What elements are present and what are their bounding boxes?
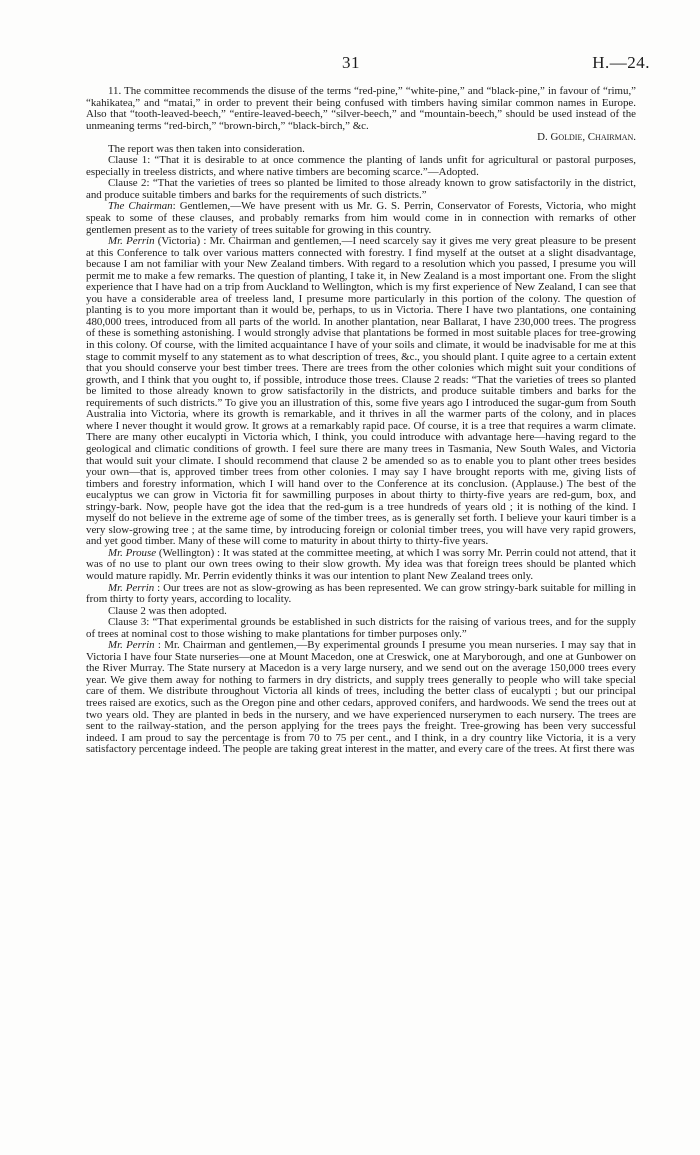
page-number: 31 — [342, 53, 360, 72]
proceedings-paragraph: The report was then taken into consideration. — [108, 142, 305, 155]
speaker-name: Mr. Perrin — [108, 639, 155, 652]
proceedings-paragraph: Clause 1: “That it is desirable to at once commence the planting of lands unfit for agricultural or pastoral purposes, especially in treeless districts, and where native timbers are becoming scarce.”—Adopted. — [86, 154, 636, 178]
document-reference: H.—24. — [592, 53, 650, 72]
chairman-signature-text: D. Goldie, Chairman. — [537, 131, 636, 144]
proceedings-paragraph: Clause 2 was then adopted. — [108, 604, 227, 617]
proceedings-paragraph: Mr. Perrin (Victoria) : Mr. Chairman and gentlemen,—I need scarcely say it gives me very great pleasure to be present at this Conference to talk over various matters connected with forestry. I find myself at the outset at a slight disadvantage, because I am not familiar with your New Zealand timbers. With regard to a resolution which you passed, I presume you will permit me to make a few remarks. The question of planting, I take it, in New Zealand is a most important one. From the slight experience that I have had on a trip from Auckland to Wellington, which is my first experience of New Zealand, I can see that you have a considerable area of treeless land, I presume more particularly in this portion of the colony. The question of planting is to you more important than it would be, perhaps, to us in Victoria. There I have two plantations, one containing 480,000 trees, introduced from all parts of the world. In another plantation, near Ballarat, I have 230,000 trees. The progress of these is something astonishing. I would strongly advise that plantations be formed in most suitable places for tree-growing in this colony. Of course, with the limited acquaintance I have of your soils and climate, it would be inadvisable for me at this stage to commit myself to any statement as to what description of trees, &c., you should plant. I quite agree to a certain extent that you should conserve your best timber trees. There are trees from the other colonies which might suit your conditions of growth, and I think that you ought to, if possible, introduce those trees. Clause 2 reads: “That the varieties of trees so planted be limited to those already known to grow satisfactorily in the districts, and produce suitable timbers and barks for the requirements of such districts.” To give you an illustration of this, some five years ago I introduced the sugar-gum from South Australia into Victoria, where its growth is remarkable, and it thrives in all the warmer parts of the colony, and in places where I never thought it would grow. It grows at a remarkably rapid pace. Of course, it is a tree that requires a warm climate. There are many other eucalypti in Victoria which, I think, you could introduce with advantage here—having regard to the geological and climatic conditions of growth. I feel sure there are many trees in Tasmania, New South Wales, and Victoria that would suit your climate. I should recommend that clause 2 be amended so as to enable you to plant other trees besides your own—that is, approved timber trees from other colonies. I may say I have brought reports with me, giving lists of timbers and forestry information, which I will hand over to the Conference at its conclusion. (Applause.) The best of the eucalyptus we can grow in Victoria fit for sawmilling purposes in about thirty to thirty-five years are red-gum, box, and stringy-bark. Now, people have got the idea that the red-gum is a tree hundreds of years old ; it is nothing of the kind. I myself do not believe in the extreme age of some of the timber trees, as is generally set forth. I believe your kauri timber is a very slow-growing tree ; at the same time, by introducing foreign or colonial timber trees, you will have very rapid growers, and yet good timber. Many of these will come to maturity in about thirty to thirty-five years. — [86, 235, 637, 548]
speaker-name: The Chairman — [108, 200, 173, 213]
proceedings-paragraph: Mr. Prouse (Wellington) : It was stated at the committee meeting, at which I was sorry Mr. Perrin could not attend, that it was of no use to plant our own trees owing to their slow growth. My idea was that foreign trees should be planted which would mature rapidly. Mr. Perrin evidently thinks it was our intention to plant New Zealand trees only. — [86, 546, 636, 582]
speaker-name: Mr. Perrin — [108, 235, 155, 248]
proceedings-paragraph: Clause 3: “That experimental grounds be established in such districts for the raising of various trees, and for the supply of trees at nominal cost to those wishing to make plantations for timber purposes only.” — [86, 616, 636, 640]
proceedings-paragraph: Mr. Perrin : Our trees are not as slow-growing as has been represented. We can grow stringy-bark suitable for milling in from thirty to forty years, according to locality. — [86, 581, 636, 606]
proceedings-paragraph: Mr. Perrin : Mr. Chairman and gentlemen,—By experimental grounds I presume you mean nurseries. I may say that in Victoria I have four State nurseries—one at Mount Macedon, one at Creswick, one at Maryborough, and one at Gunbower on the River Murray. The State nursery at Macedon is a very large nursery, and we send out on the average 150,000 trees every year. We give them away for nothing to farmers in dry districts, and supply trees generally to people who will take special care of them. We distribute throughout Victoria all kinds of trees, including the better class of eucalypti ; but our principal trees raised are exotics, such as the Oregon pine and other cedars, approved conifers, and hardwoods. We send the trees out at two years old. They are planted in beds in the nursery, and we have experienced nurserymen to each nursery. The trees are sent to the railway-station, and the person applying for the trees pays the freight. Tree-growing has been very successful indeed. I am proud to say the percentage is from 70 to 75 per cent., and I think, in a dry country like Victoria, it is a very satisfactory percentage indeed. The people are taking great interest in the matter, and every care of the trees. At first there was — [86, 639, 636, 756]
speaker-name: Mr. Prouse — [108, 546, 157, 559]
report-clause-11: 11. The committee recommends the disuse of the terms “red-pine,” “white-pine,” and “black-pine,” in favour of “rimu,” “kahikatea,” and “matai,” in order to prevent their being confused with timbers having similar common names in Europe. Also that “tooth-leaved-beech,” “entire-leaved-beech,” “silver-beech,” and “mountain-beech,” should be used instead of the unmeaning terms “red-birch,” “brown-birch,” “black-birch,” &c. — [86, 85, 636, 132]
document-body — [86, 86, 636, 756]
proceedings-paragraph: Clause 2: “That the varieties of trees so planted be limited to those already known to grow satisfactorily in the district, and produce suitable timbers and barks for the requirements of such districts.” — [86, 177, 636, 201]
speaker-name: Mr. Perrin — [108, 581, 155, 594]
proceedings-paragraph: The Chairman: Gentlemen,—We have present with us Mr. G. S. Perrin, Conservator of Forests, Victoria, who might speak to some of these clauses, and probably remarks from him would come in in connection with remarks of other gentlemen present as to the variety of trees suitable for growing in this country. — [86, 200, 637, 236]
